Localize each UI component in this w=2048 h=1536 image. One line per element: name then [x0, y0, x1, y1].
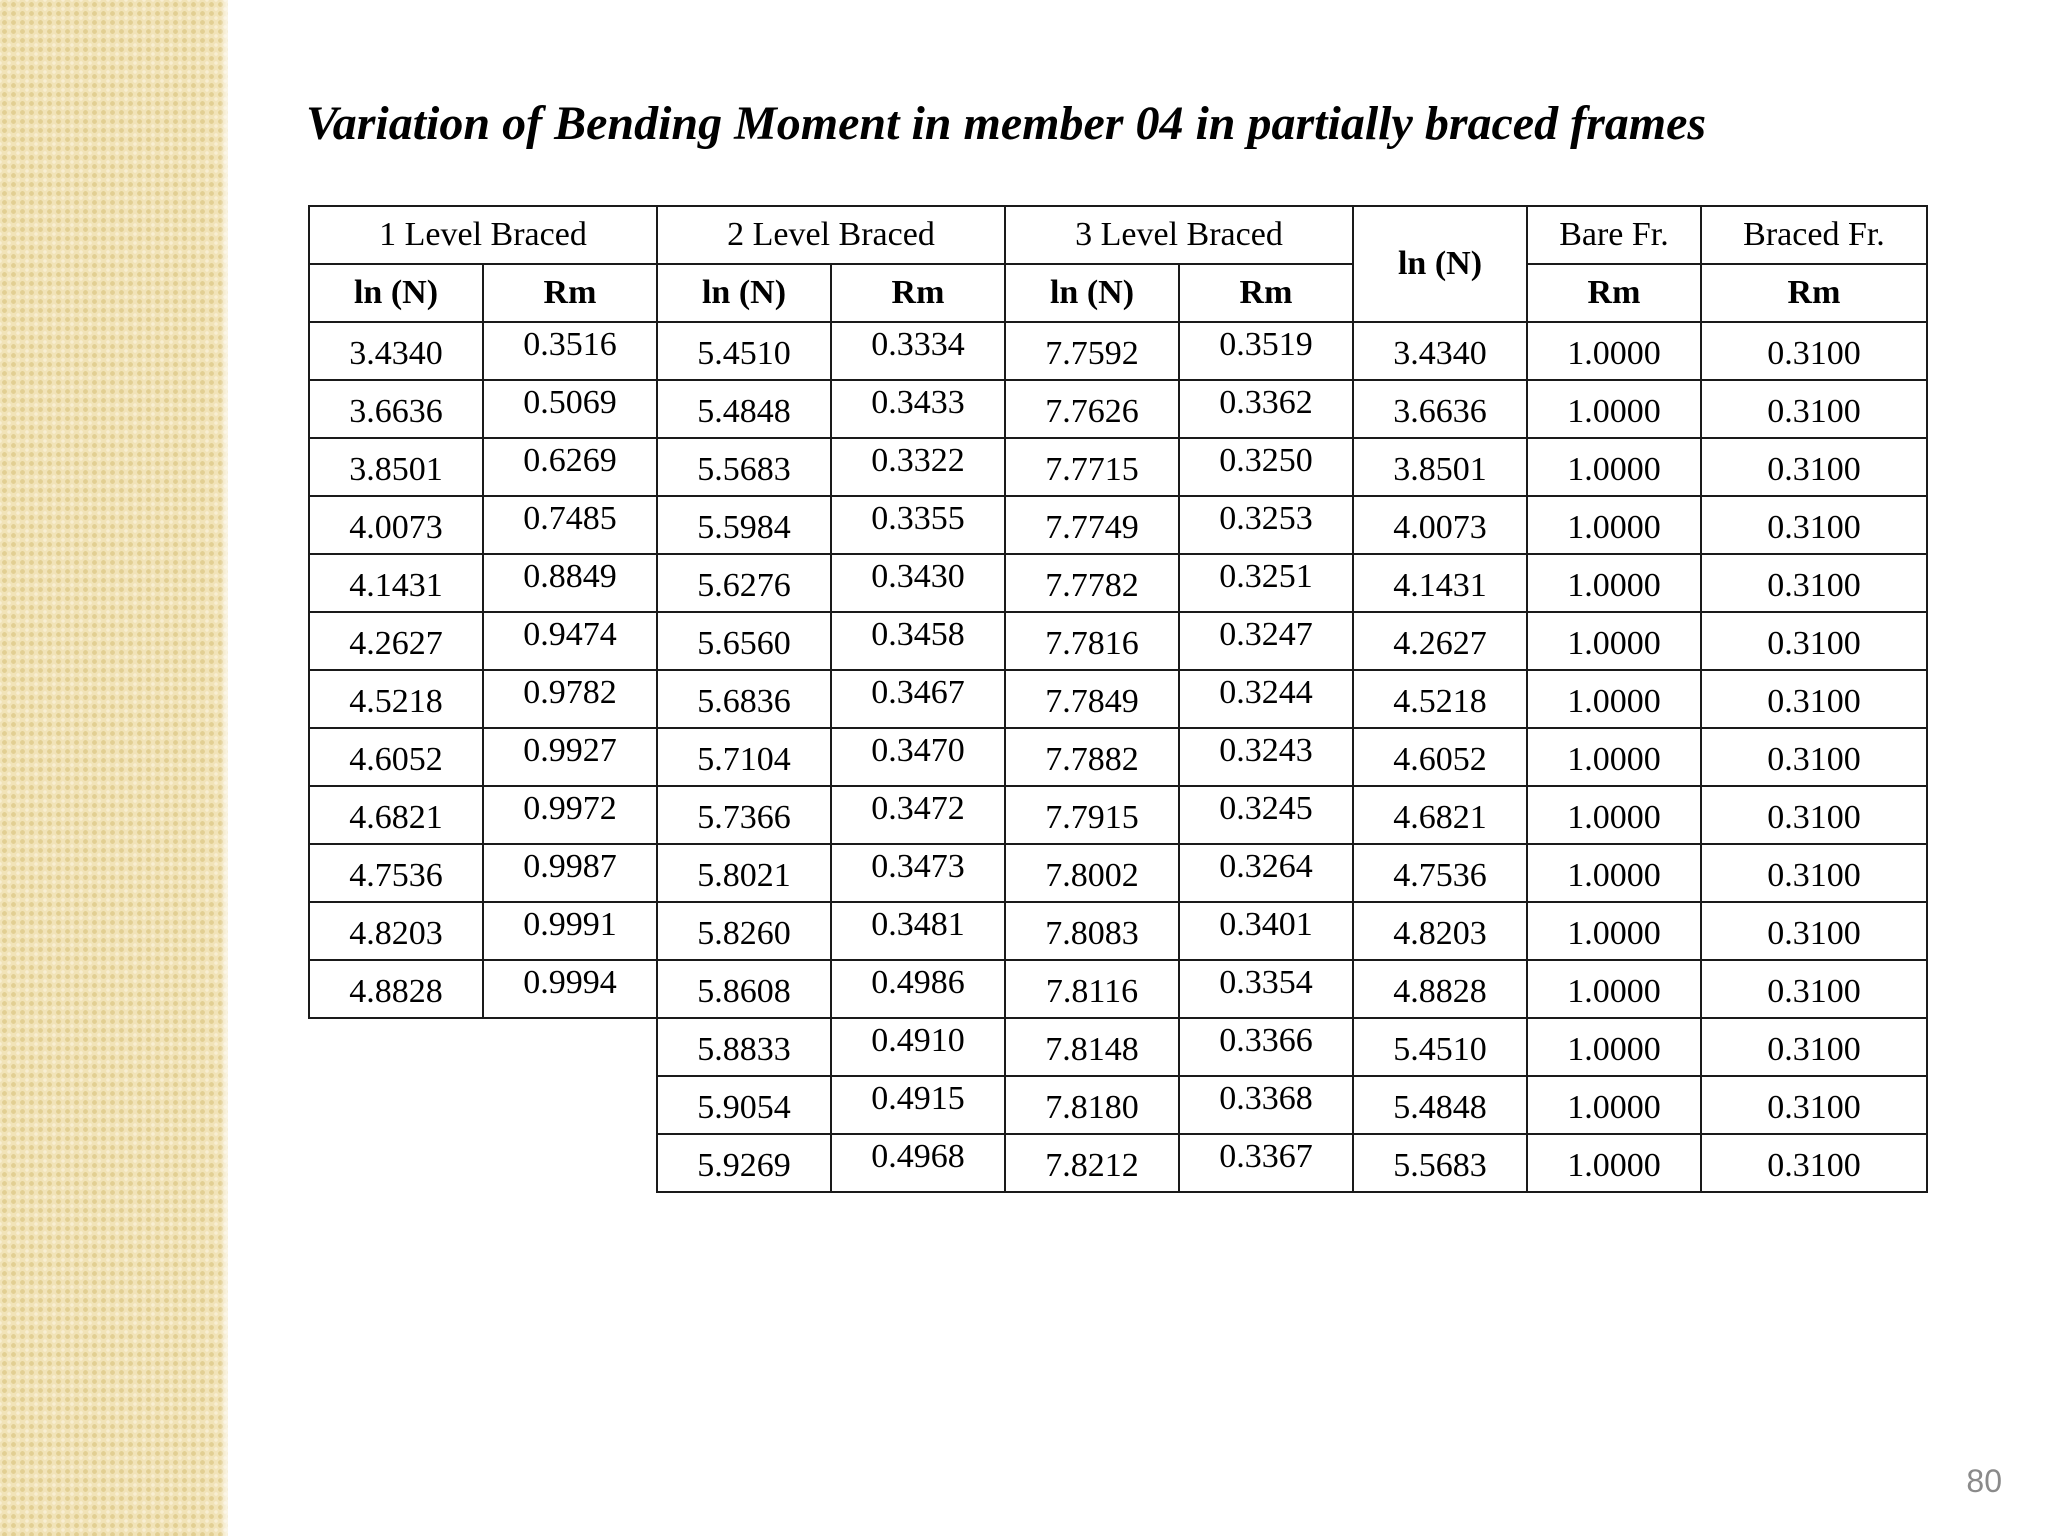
cell-value: 5.6276: [697, 567, 791, 604]
table-cell: [657, 496, 831, 554]
table-cell: [1353, 728, 1527, 786]
sub-header-rm: Rm: [1527, 264, 1701, 322]
table-cell: [1179, 1134, 1353, 1192]
table-cell: [1701, 670, 1927, 728]
cell-value: 5.4510: [697, 335, 791, 372]
table-cell: [1701, 844, 1927, 902]
table-row: [309, 786, 1927, 844]
table-row: [309, 612, 1927, 670]
table-cell: [831, 554, 1005, 612]
cell-value: 0.3355: [871, 500, 965, 537]
table-cell: [831, 786, 1005, 844]
cell-value: 0.3100: [1767, 799, 1861, 836]
table-cell: [657, 554, 831, 612]
cell-value: 0.8849: [523, 558, 617, 595]
table-cell: [1353, 1076, 1527, 1134]
table-cell: [1701, 322, 1927, 380]
cell-value: 0.3473: [871, 848, 965, 885]
table-cell: [1179, 438, 1353, 496]
cell-value: 1.0000: [1567, 1031, 1661, 1068]
table-cell: [1005, 786, 1179, 844]
cell-value: 5.7104: [697, 741, 791, 778]
cell-value: 0.3100: [1767, 915, 1861, 952]
table-cell: [831, 380, 1005, 438]
table-cell: [1179, 844, 1353, 902]
header-braced-frame: Braced Fr.: [1701, 206, 1927, 264]
cell-value: 4.0073: [1393, 509, 1487, 546]
cell-value: 7.8002: [1045, 857, 1139, 894]
cell-value: 5.8833: [697, 1031, 791, 1068]
table-cell: [1005, 612, 1179, 670]
cell-value: 0.3516: [523, 326, 617, 363]
cell-value: 5.6836: [697, 683, 791, 720]
cell-value: 7.8083: [1045, 915, 1139, 952]
cell-value: 1.0000: [1567, 509, 1661, 546]
cell-value: 7.8148: [1045, 1031, 1139, 1068]
table-cell: [309, 728, 483, 786]
sub-header-row: [309, 264, 1927, 322]
cell-value: 0.3100: [1767, 335, 1861, 372]
table-cell: [1353, 438, 1527, 496]
cell-value: 5.4848: [1393, 1089, 1487, 1126]
table-row: [309, 902, 1927, 960]
cell-value: 3.8501: [349, 451, 443, 488]
cell-value: 1.0000: [1567, 567, 1661, 604]
cell-value: 0.3362: [1219, 384, 1313, 421]
table-cell: [1005, 322, 1179, 380]
table-cell: [483, 786, 657, 844]
group-header-row: [309, 206, 1927, 264]
cell-value: 0.5069: [523, 384, 617, 421]
table-cell: [1353, 554, 1527, 612]
cell-value: 0.3244: [1219, 674, 1313, 711]
table-cell: [1701, 380, 1927, 438]
cell-value: 3.4340: [1393, 335, 1487, 372]
table-cell: [1527, 554, 1701, 612]
table-cell: [309, 322, 483, 380]
header-1-level-braced: 1 Level Braced: [309, 206, 657, 264]
table-cell: [483, 322, 657, 380]
table-cell: [831, 670, 1005, 728]
table-cell: [1179, 728, 1353, 786]
table-cell: [1353, 322, 1527, 380]
cell-value: 0.3367: [1219, 1138, 1313, 1175]
cell-value: 1.0000: [1567, 1089, 1661, 1126]
cell-value: 7.7816: [1045, 625, 1139, 662]
table-cell: [309, 496, 483, 554]
table-cell: [1701, 786, 1927, 844]
cell-value: 0.3430: [871, 558, 965, 595]
cell-value: 0.9987: [523, 848, 617, 885]
cell-value: 1.0000: [1567, 799, 1661, 836]
sub-header-rm: Rm: [483, 264, 657, 322]
cell-value: 0.6269: [523, 442, 617, 479]
table-cell: [1179, 496, 1353, 554]
cell-value: 5.6560: [697, 625, 791, 662]
table-row: [309, 380, 1927, 438]
table-cell: [1527, 496, 1701, 554]
cell-value: 0.9991: [523, 906, 617, 943]
table-cell: [309, 380, 483, 438]
table-cell: [657, 1076, 831, 1134]
cell-value: 4.8828: [1393, 973, 1487, 1010]
table-cell: [831, 496, 1005, 554]
table-row: [309, 438, 1927, 496]
table-cell: [483, 670, 657, 728]
table-cell: [309, 670, 483, 728]
cell-value: 0.3100: [1767, 857, 1861, 894]
cell-value: 0.3472: [871, 790, 965, 827]
cell-value: 0.3100: [1767, 1147, 1861, 1184]
table-cell: [483, 844, 657, 902]
cell-value: 5.4510: [1393, 1031, 1487, 1068]
table-row: [309, 1134, 1927, 1192]
cell-value: 0.9994: [523, 964, 617, 1001]
cell-value: 7.8180: [1045, 1089, 1139, 1126]
table-row: [309, 670, 1927, 728]
table-cell: [657, 438, 831, 496]
cell-value: 5.9269: [697, 1147, 791, 1184]
table-cell: [1353, 960, 1527, 1018]
slide-title: Variation of Bending Moment in member 04 in partially braced frames: [306, 97, 1707, 150]
table-cell: [309, 786, 483, 844]
table-cell: [1179, 380, 1353, 438]
table-cell: [831, 844, 1005, 902]
table-row: [309, 554, 1927, 612]
table-cell: [1353, 496, 1527, 554]
cell-value: 5.8021: [697, 857, 791, 894]
cell-value: 0.3250: [1219, 442, 1313, 479]
table-cell: [1701, 902, 1927, 960]
table-row: [309, 1018, 1927, 1076]
cell-value: 4.6821: [1393, 799, 1487, 836]
cell-value: 7.7592: [1045, 335, 1139, 372]
cell-value: 7.7626: [1045, 393, 1139, 430]
cell-value: 7.8212: [1045, 1147, 1139, 1184]
cell-value: 0.4968: [871, 1138, 965, 1175]
cell-value: 4.7536: [1393, 857, 1487, 894]
cell-value: 0.3100: [1767, 451, 1861, 488]
table-cell: [1353, 786, 1527, 844]
table-cell: [1005, 1076, 1179, 1134]
cell-value: 0.3100: [1767, 567, 1861, 604]
table-cell: [657, 960, 831, 1018]
cell-value: 5.7366: [697, 799, 791, 836]
table-cell: [1179, 322, 1353, 380]
table-cell: [1179, 554, 1353, 612]
cell-value: 0.3100: [1767, 973, 1861, 1010]
cell-value: 4.7536: [349, 857, 443, 894]
cell-value: 0.3100: [1767, 1089, 1861, 1126]
cell-value: 4.1431: [349, 567, 443, 604]
cell-value: 1.0000: [1567, 1147, 1661, 1184]
header-ln-n: ln (N): [1353, 206, 1527, 322]
table-cell: [483, 496, 657, 554]
cell-value: 0.3467: [871, 674, 965, 711]
table-cell: [483, 960, 657, 1018]
table-cell: [1005, 554, 1179, 612]
cell-value: 4.8203: [349, 915, 443, 952]
table-cell: [1527, 612, 1701, 670]
cell-value: 0.3401: [1219, 906, 1313, 943]
table-body: [309, 322, 1927, 1192]
table-cell: [1527, 728, 1701, 786]
header-3-level-braced: 3 Level Braced: [1005, 206, 1353, 264]
table-cell: [1701, 496, 1927, 554]
table-cell: [309, 612, 483, 670]
table-cell: [1005, 728, 1179, 786]
table-cell: [1527, 380, 1701, 438]
table-cell: [483, 728, 657, 786]
cell-value: 0.3368: [1219, 1080, 1313, 1117]
table-cell: [483, 438, 657, 496]
sub-header-rm: Rm: [1179, 264, 1353, 322]
cell-value: 0.3322: [871, 442, 965, 479]
cell-value: 4.2627: [1393, 625, 1487, 662]
table-cell: [831, 322, 1005, 380]
table-cell: [657, 786, 831, 844]
cell-value: 0.4915: [871, 1080, 965, 1117]
table-cell: [1005, 1018, 1179, 1076]
table-cell: [657, 1134, 831, 1192]
table-cell: [831, 1076, 1005, 1134]
table-cell: [831, 1018, 1005, 1076]
table-cell: [831, 612, 1005, 670]
table-cell: [1353, 612, 1527, 670]
cell-value: 1.0000: [1567, 683, 1661, 720]
cell-value: 0.3100: [1767, 625, 1861, 662]
table-cell: [831, 438, 1005, 496]
cell-value: 0.9474: [523, 616, 617, 653]
cell-value: 0.3458: [871, 616, 965, 653]
table-cell: [1527, 322, 1701, 380]
sub-header-ln-n: ln (N): [657, 264, 831, 322]
cell-value: 1.0000: [1567, 451, 1661, 488]
table-cell: [831, 1134, 1005, 1192]
table-cell: [483, 554, 657, 612]
table-cell: [1005, 902, 1179, 960]
header-2-level-braced: 2 Level Braced: [657, 206, 1005, 264]
table-cell: [1179, 670, 1353, 728]
cell-value: 5.8260: [697, 915, 791, 952]
cell-value: 5.5984: [697, 509, 791, 546]
cell-value: 4.2627: [349, 625, 443, 662]
table-cell: [657, 380, 831, 438]
table-cell: [483, 380, 657, 438]
cell-value: 5.4848: [697, 393, 791, 430]
cell-value: 0.3433: [871, 384, 965, 421]
table-cell: [657, 1018, 831, 1076]
cell-value: 0.3100: [1767, 509, 1861, 546]
table-row: [309, 1076, 1927, 1134]
table-cell: [831, 902, 1005, 960]
cell-value: 0.3354: [1219, 964, 1313, 1001]
empty-cell: [309, 1076, 657, 1134]
table-cell: [1527, 1076, 1701, 1134]
table-cell: [1179, 960, 1353, 1018]
header-bare-frame: Bare Fr.: [1527, 206, 1701, 264]
cell-value: 4.0073: [349, 509, 443, 546]
table-cell: [657, 670, 831, 728]
cell-value: 4.5218: [349, 683, 443, 720]
table-cell: [1353, 1018, 1527, 1076]
cell-value: 1.0000: [1567, 973, 1661, 1010]
sub-header-rm: Rm: [1701, 264, 1927, 322]
cell-value: 1.0000: [1567, 625, 1661, 662]
table-cell: [1701, 1018, 1927, 1076]
table-cell: [309, 438, 483, 496]
table-cell: [657, 728, 831, 786]
cell-value: 4.6821: [349, 799, 443, 836]
table-cell: [1005, 496, 1179, 554]
bending-moment-table: [308, 205, 1928, 1193]
table-cell: [1527, 1134, 1701, 1192]
cell-value: 0.3366: [1219, 1022, 1313, 1059]
table-cell: [1179, 1018, 1353, 1076]
table-cell: [1005, 670, 1179, 728]
table-cell: [1005, 960, 1179, 1018]
table-cell: [1179, 902, 1353, 960]
table-row: [309, 322, 1927, 380]
cell-value: 1.0000: [1567, 393, 1661, 430]
table-cell: [657, 612, 831, 670]
table-cell: [1701, 1076, 1927, 1134]
cell-value: 0.3100: [1767, 1031, 1861, 1068]
cell-value: 1.0000: [1567, 915, 1661, 952]
table-cell: [1353, 670, 1527, 728]
cell-value: 7.7882: [1045, 741, 1139, 778]
page-number: 80: [1966, 1463, 2002, 1499]
table-cell: [1353, 902, 1527, 960]
table-cell: [1701, 728, 1927, 786]
cell-value: 0.3247: [1219, 616, 1313, 653]
cell-value: 5.5683: [697, 451, 791, 488]
cell-value: 4.6052: [1393, 741, 1487, 778]
sub-header-ln-n: ln (N): [309, 264, 483, 322]
table-cell: [831, 960, 1005, 1018]
cell-value: 0.3334: [871, 326, 965, 363]
table-cell: [1527, 438, 1701, 496]
cell-value: 0.3243: [1219, 732, 1313, 769]
cell-value: 4.8203: [1393, 915, 1487, 952]
cell-value: 0.4986: [871, 964, 965, 1001]
cell-value: 0.4910: [871, 1022, 965, 1059]
cell-value: 4.5218: [1393, 683, 1487, 720]
table-cell: [1701, 554, 1927, 612]
cell-value: 7.7715: [1045, 451, 1139, 488]
cell-value: 3.4340: [349, 335, 443, 372]
table-cell: [1005, 1134, 1179, 1192]
cell-value: 0.3519: [1219, 326, 1313, 363]
cell-value: 7.7849: [1045, 683, 1139, 720]
cell-value: 0.3264: [1219, 848, 1313, 885]
cell-value: 7.7915: [1045, 799, 1139, 836]
table-cell: [1701, 438, 1927, 496]
cell-value: 1.0000: [1567, 857, 1661, 894]
cell-value: 1.0000: [1567, 335, 1661, 372]
table-cell: [1179, 1076, 1353, 1134]
sub-header-rm: Rm: [831, 264, 1005, 322]
table-cell: [657, 844, 831, 902]
table-row: [309, 844, 1927, 902]
cell-value: 5.5683: [1393, 1147, 1487, 1184]
cell-value: 0.9782: [523, 674, 617, 711]
cell-value: 7.7782: [1045, 567, 1139, 604]
table-cell: [657, 322, 831, 380]
cell-value: 7.7749: [1045, 509, 1139, 546]
table-row: [309, 728, 1927, 786]
cell-value: 4.6052: [349, 741, 443, 778]
decorative-side-strip: [0, 0, 228, 1536]
table-row: [309, 960, 1927, 1018]
cell-value: 0.3245: [1219, 790, 1313, 827]
table-cell: [1527, 960, 1701, 1018]
cell-value: 0.9972: [523, 790, 617, 827]
table-cell: [1005, 380, 1179, 438]
cell-value: 0.3251: [1219, 558, 1313, 595]
cell-value: 5.9054: [697, 1089, 791, 1126]
table-cell: [309, 902, 483, 960]
table-cell: [1527, 1018, 1701, 1076]
table-cell: [1353, 844, 1527, 902]
table-cell: [309, 960, 483, 1018]
table-cell: [657, 902, 831, 960]
sub-header-ln-n: ln (N): [1005, 264, 1179, 322]
table-cell: [1353, 1134, 1527, 1192]
empty-cell: [309, 1134, 657, 1192]
cell-value: 5.8608: [697, 973, 791, 1010]
table-cell: [483, 612, 657, 670]
table-cell: [1179, 612, 1353, 670]
cell-value: 0.3100: [1767, 741, 1861, 778]
table-cell: [1701, 960, 1927, 1018]
cell-value: 0.3253: [1219, 500, 1313, 537]
table-cell: [1179, 786, 1353, 844]
cell-value: 1.0000: [1567, 741, 1661, 778]
cell-value: 0.3100: [1767, 683, 1861, 720]
cell-value: 4.1431: [1393, 567, 1487, 604]
table-cell: [1701, 612, 1927, 670]
table-cell: [309, 844, 483, 902]
cell-value: 0.9927: [523, 732, 617, 769]
table-cell: [831, 728, 1005, 786]
table-cell: [483, 902, 657, 960]
cell-value: 0.3481: [871, 906, 965, 943]
table-cell: [1353, 380, 1527, 438]
table-cell: [1527, 844, 1701, 902]
cell-value: 0.3100: [1767, 393, 1861, 430]
table-cell: [1005, 438, 1179, 496]
cell-value: 7.8116: [1045, 973, 1139, 1010]
table-cell: [1527, 786, 1701, 844]
cell-value: 0.3470: [871, 732, 965, 769]
table-cell: [1005, 844, 1179, 902]
table-row: [309, 496, 1927, 554]
empty-cell: [309, 1018, 657, 1076]
table-cell: [1527, 670, 1701, 728]
cell-value: 3.8501: [1393, 451, 1487, 488]
cell-value: 4.8828: [349, 973, 443, 1010]
cell-value: 3.6636: [349, 393, 443, 430]
table-cell: [309, 554, 483, 612]
table-cell: [1701, 1134, 1927, 1192]
table-cell: [1527, 902, 1701, 960]
cell-value: 3.6636: [1393, 393, 1487, 430]
cell-value: 0.7485: [523, 500, 617, 537]
